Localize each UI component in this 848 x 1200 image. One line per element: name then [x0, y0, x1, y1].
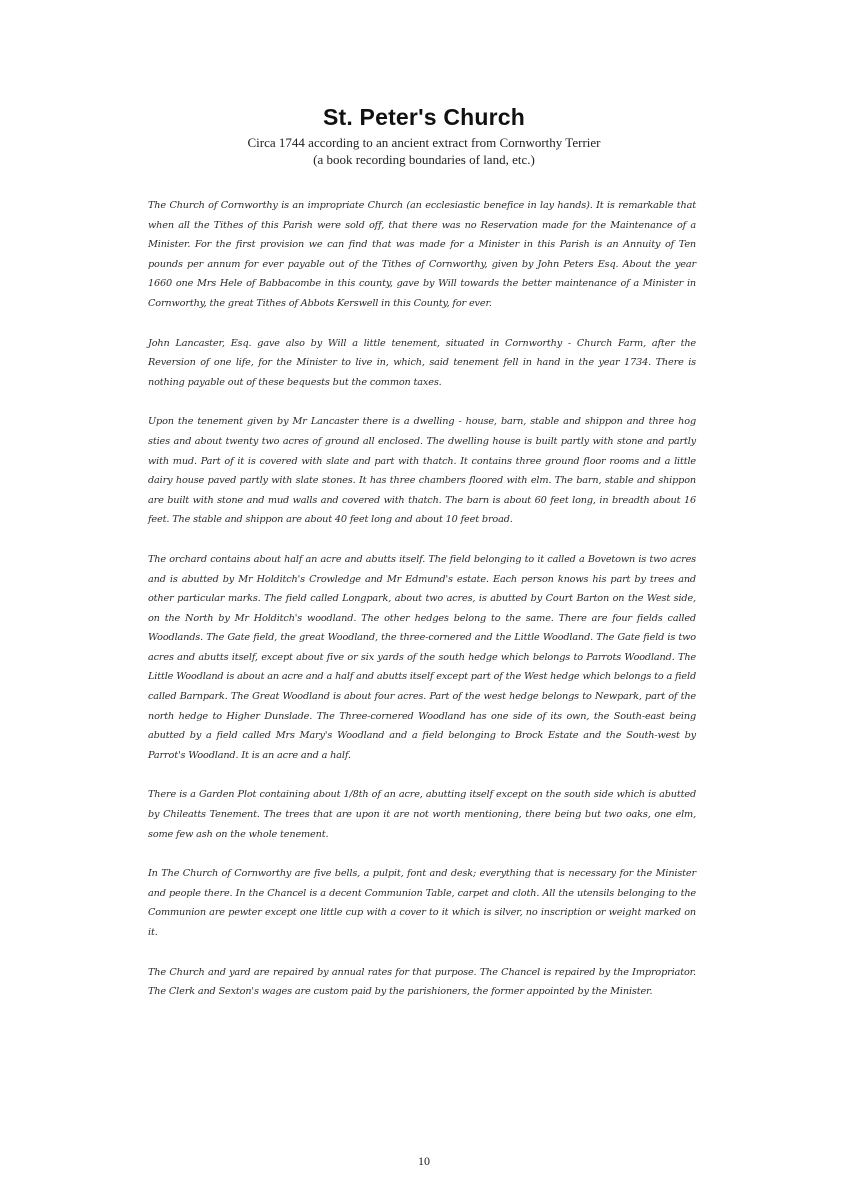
paragraph-church-impropriate: The Church of Cornworthy is an impropriate Church (an ecclesiastic benefice in lay hands). It is remarkable that when all the Tithes of this Parish were sold off, that there was no Reservation made for the Maintenance of a Minister. For the first provision we can find that was made for a Minister in this Parish is an Annuity of Ten pounds per annum for ever payable out of the Tithes of Cornworthy, given by John Peters Esq. About the year 1660 one Mrs Hele of Babbacombe in this county, gave by Will towards the better maintenance of a Minister in Cornworthy, the great Tithes of Abbots Kerswell in this County, for ever. [148, 200, 696, 309]
paragraph-repairs-wages: The Church and yard are repaired by annual rates for that purpose. The Chancel is repaired by the Impropriator. The Clerk and Sexton's wages are custom paid by the parishioners, the former appointed by the Minister. [148, 966, 696, 998]
page-title: St. Peter's Church [322, 104, 526, 130]
paragraph-tenement-buildings: Upon the tenement given by Mr Lancaster there is a dwelling - house, barn, stable and shippon and three hog sties and about twenty two acres of ground all enclosed. The dwelling house is built partly with stone and partly with mud. Part of it is covered with slate and part with thatch. It contains three ground floor rooms and a little dairy house paved partly with slate stones. It has three chambers floored with elm. The barn, stable and shippon are built with stone and mud walls and covered with thatch. The barn is about 60 feet long, in breadth about 16 feet. The stable and shippon are about 40 feet long and about 10 feet broad. [148, 416, 696, 526]
paragraph-church-furnishings: In The Church of Cornworthy are five bells, a pulpit, font and desk; everything that is necessary for the Minister and people there. In the Chancel is a decent Communion Table, carpet and cloth. All the utensils belonging to the Communion are pewter except one little cup with a cover to it which is silver, no inscription or weight marked on it. [148, 868, 696, 938]
paragraph-garden-plot: There is a Garden Plot containing about 1/8th of an acre, abutting itself except on the south side which is abutted by Chileatts Tenement. The trees that are upon it are not worth mentioning, there being but two oaks, one elm, some few ash on the whole tenement. [148, 789, 696, 840]
handwritten-transcript [148, 196, 696, 1022]
subtitle-line-2: (a book recording boundaries of land, etc.) [313, 152, 535, 167]
page-number: 10 [418, 1154, 430, 1168]
page-subtitle [0, 134, 848, 168]
paragraph-orchard-fields: The orchard contains about half an acre and abutts itself. The field belonging to it called a Bovetown is two acres and is abutted by Mr Holditch's Crowledge and Mr Edmund's estate. Each person knows his part by trees and other particular marks. The field called Longpark, about two acres, is abutted by Court Barton on the West side, on the North by Mr Holditch's woodland. The other hedges belong to the same. There are four fields called Woodlands. The Gate field, the great Woodland, the three-cornered and the Little Woodland. The Gate field is two acres and abutts itself, except about five or six yards of the south hedge which belongs to Parrots Woodland. The Little Woodland is about an acre and a half and abutts itself except part of the West hedge which belongs to a field called Barnpark. The Great Woodland is about four acres. Part of the west hedge belongs to Newpark, part of the north hedge to Higher Dunslade. The Three-cornered Woodland has one side of its own, the South-east being abutted by a field called Mrs Mary's Woodland and a field belonging to Brock Estate and the South-west by Parrot's Woodland. It is an acre and a half. [148, 553, 696, 761]
subtitle-line-1: Circa 1744 according to an ancient extract from Cornworthy Terrier [247, 135, 601, 150]
paragraph-lancaster-bequest: John Lancaster, Esq. gave also by Will a little tenement, situated in Cornworthy - Church Farm, after the Reversion of one life, for the Minister to live in, which, said tenement fell in hand in the year 1734. There is nothing payable out of these bequests but the common taxes. [148, 337, 696, 388]
